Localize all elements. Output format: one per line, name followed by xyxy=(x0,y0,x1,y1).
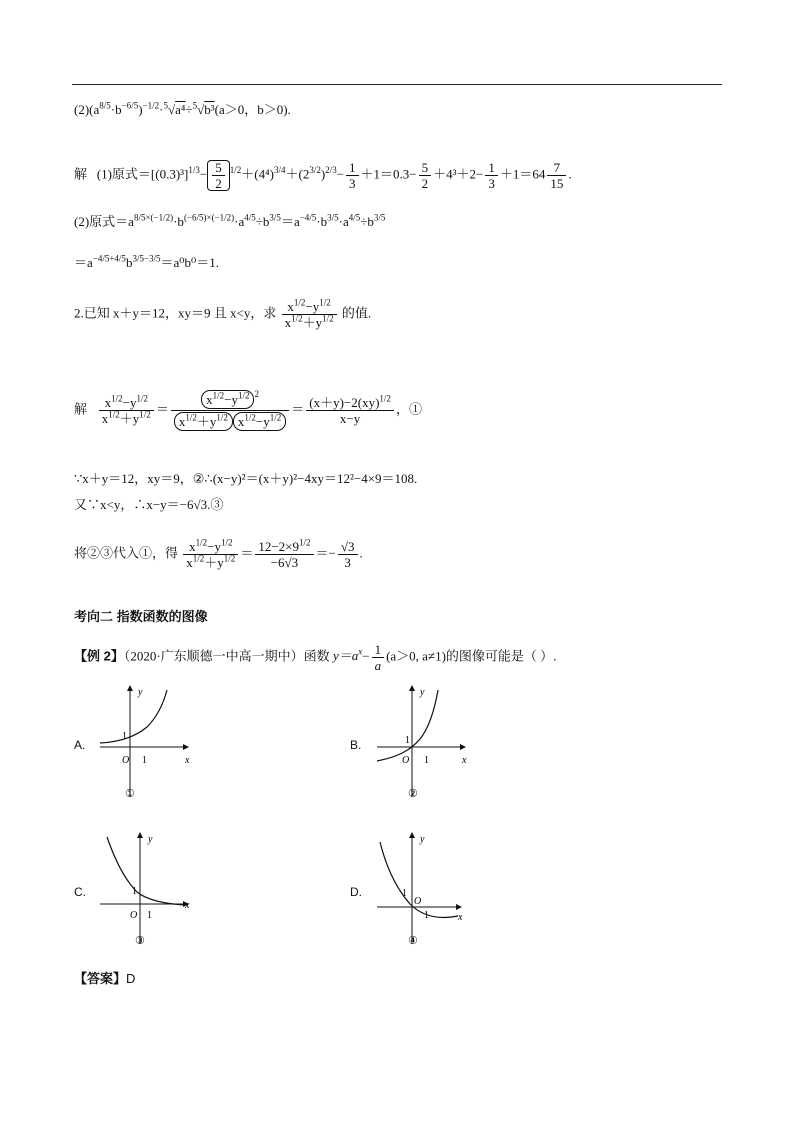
axis-y-label: y xyxy=(420,834,425,845)
graph-b-circle: ② xyxy=(408,788,418,800)
option-c-label[interactable]: C. xyxy=(74,885,86,899)
answer: 【答案】D xyxy=(74,971,136,986)
axis-origin-label: O xyxy=(130,910,138,921)
axis-one-label: 1 xyxy=(424,755,429,766)
axis-x-label: x xyxy=(185,900,190,911)
graph-d[interactable] xyxy=(372,832,472,952)
axis-y-label: y xyxy=(148,834,153,845)
axis-y-label: y xyxy=(420,687,425,698)
axis-x-label: x xyxy=(185,755,190,766)
graph-c-circle: ③ xyxy=(135,935,145,947)
option-d-label[interactable]: D. xyxy=(350,885,362,899)
solution2-line1: 解 $\frac{x^{1/2}-y^{1/2}}{x^{1/2}+y^{1/2}}$ ＝ $\frac{x^{1/2}-y^{1/2} ^2}{x^{1/2}+y^{1/2} x^{1/2}-y^{1/2}}$ ＝ $\frac{(x+y)-2(xy)^{1/2}}{x-y}$ ，① xyxy=(74,389,422,429)
graph-b[interactable] xyxy=(372,685,472,805)
axis-origin-label: O xyxy=(122,755,130,766)
axis-origin-label: O xyxy=(402,755,410,766)
axis-one-label: 1 xyxy=(142,755,147,766)
solution2-line2: ∵x＋y＝12，xy＝9，②∴(x−y)²＝(x＋y)²−4xy＝12²−4×9＝108. xyxy=(74,471,418,486)
axis-one-label: 1 xyxy=(122,731,127,742)
option-a-label[interactable]: A. xyxy=(74,738,86,752)
graph-d-circle: ④ xyxy=(408,935,418,947)
axis-one-label: 1 xyxy=(147,910,152,921)
axis-one-label: 1 xyxy=(405,735,410,746)
axis-one-label: 1 xyxy=(132,886,137,897)
graph-a-circle: ① xyxy=(125,788,135,800)
option-b-label[interactable]: B. xyxy=(350,738,362,752)
solution1-line2: (2)原式$=a^{8/5\times(-1/2)}\cdot b^{(-6/5)\times(-1/2)}\cdot a^{4/5}\div b^{3/5}=a^{-4/5}\cdot b^{3/5}\cdot a^{4/5}\div b^{3/5}$ xyxy=(74,212,386,229)
axis-one-label: 1 xyxy=(402,888,407,899)
graph-c[interactable] xyxy=(95,832,195,952)
axis-one-label: 1 xyxy=(424,910,429,921)
solution1-line1: 解 (1)原式$=[(0.3)^3]^{1/3}-$ $\frac{5}{2}$ $^{1/2}+(4^4)^{3/4}+(2^{3/2})^{2/3}-$ $\frac{1}{3}$ ＋1＝0.3− $\frac{5}{2}$ ＋4³＋2− $\frac{1}{3}$ ＋1＝64 $\frac{7}{15}$ . xyxy=(74,160,572,191)
problem2: 2.已知 x＋y＝12，xy＝9 且 x<y，求 $\frac{x^{1/2}-y^{1/2}}{x^{1/2}+y^{1/2}}$ 的值. xyxy=(74,297,372,330)
axis-x-label: x xyxy=(462,755,467,766)
solution2-line3: 又∵x<y，∴x−y＝−6√3.③ xyxy=(74,497,224,512)
axis-y-label: y xyxy=(138,687,143,698)
axis-origin-label: O xyxy=(414,896,422,907)
header-rule xyxy=(72,84,722,85)
section-heading: 考向二 指数函数的图像 xyxy=(74,609,208,624)
solution1-line3: $=a^{-4/5+4/5}b^{3/5-3/5}=a^0b^0=1$. xyxy=(74,253,219,270)
axis-x-label: x xyxy=(458,912,463,923)
graph-a[interactable] xyxy=(95,685,195,805)
problem1-part2: $(2)(a^{8/5}\cdot b^{-6/5})^{-1/2}\cdot^5√a^4\div^5√b^3(a>0$，b＞0). xyxy=(74,100,291,117)
example2-question: 【例 2】（2020·广东顺德一中高一期中）函数 $y=a^x-$ $\frac{1}{a}$ (a＞0, a≠1)的图像可能是（ ）. xyxy=(74,642,557,673)
solution2-line4: 将②③代入①，得 $\frac{x^{1/2}-y^{1/2}}{x^{1/2}+y^{1/2}}$ ＝ $\frac{12-2\times 9^{1/2}}{-6√3}$ ＝− $\frac{√3}{3}$ . xyxy=(74,537,363,570)
answer-value: D xyxy=(126,971,136,986)
